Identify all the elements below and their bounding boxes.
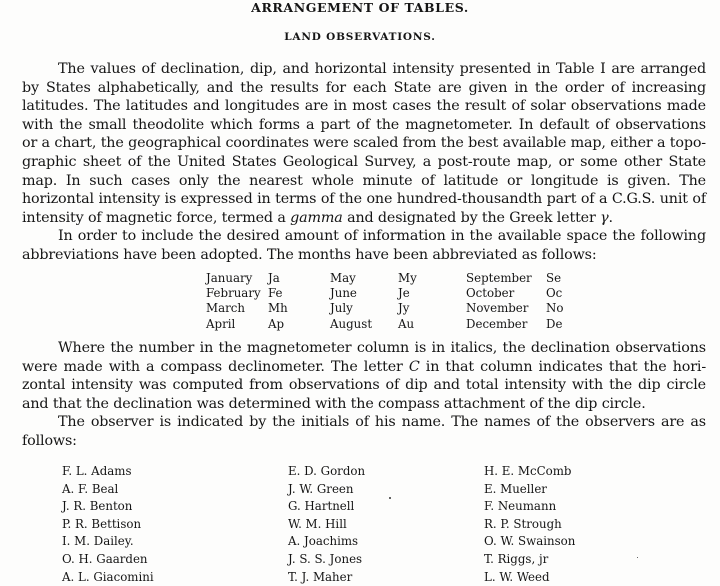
month-name: January [206,271,253,285]
observer-name: E. Mueller [484,481,547,496]
month-name: September [466,271,532,285]
month-abbr: No [546,301,564,316]
text-line [22,358,706,377]
page-title: ARRANGEMENT OF TABLES. [251,0,469,15]
greek-letter: γ [600,209,609,226]
month-abbr: De [546,316,563,331]
month-abbr: Ja [268,271,280,285]
text-run: . [608,209,613,226]
month-abbr: Au [398,316,415,331]
observer-column [288,463,484,586]
observer-name: G. Hartnell [288,499,355,514]
paragraph-observers [22,339,706,451]
text-line: zontal intensity was computed from observations of dip and total intensity with the dip circle [22,377,706,394]
observer-name: A. Joachims [288,534,359,549]
text-line: by States alphabetically, and the results for each State are given in the order of increasing [22,79,706,96]
month-name: December [466,316,528,331]
month-name: October [466,286,515,301]
month-abbr: My [398,271,417,285]
text-line: Where the number in the magnetometer column is in italics, the declination observations [58,340,706,356]
month-name: June [330,286,357,301]
observer-name: O. H. Gaarden [62,551,148,566]
month-abbr: Jy [398,301,410,316]
observer-name: F. L. Adams [62,464,132,478]
observer-column [62,463,288,586]
text-line: follows: [22,432,77,449]
text-line: graphic sheet of the United States Geological Survey, a post-route map, or some other State [22,153,706,170]
italic-term: gamma [290,209,343,226]
section-heading: LAND OBSERVATIONS. [284,31,436,43]
text-line: abbreviations have been adopted. The months have been abbreviated as follows: [22,246,597,263]
italic-letter: C [408,358,420,375]
month-abbr: Mh [268,301,288,316]
text-line: and that the declination was determined with the compass attachment of the dip circle. [22,395,646,412]
observer-name: I. M. Dailey. [62,534,134,549]
observer-names-list [62,463,702,586]
month-abbr: Se [546,271,562,285]
observer-name: T. J. Maher [288,569,353,584]
month-name: May [330,271,356,285]
observer-name: H. E. McComb [484,464,572,478]
month-name: March [206,301,245,316]
observer-name: P. R. Bettison [62,516,142,531]
month-abbr: Fe [268,286,283,301]
observer-name: A. L. Giacomini [62,569,154,584]
month-abbr: Ap [268,316,285,331]
months-abbreviation-table [206,271,576,332]
text-line: The values of declination, dip, and horizontal intensity presented in Table I are arranged [58,61,706,77]
observer-name: A. F. Beal [62,481,119,496]
text-run: intensity of magnetic force, termed a [22,209,291,226]
observer-name: J. S. S. Jones [288,551,363,566]
observer-name: W. M. Hill [288,516,347,531]
observer-name: R. P. Strough [484,516,562,531]
observer-name: E. D. Gordon [288,464,366,478]
text-line: The observer is indicated by the initials of his name. The names of the observers are as [58,414,706,431]
observer-name: O. W. Swainson [484,534,576,549]
month-name: August [330,316,373,331]
observer-column [484,463,684,586]
text-line: horizontal intensity is expressed in terms of the one hundred-thousandth part of a C.G.S. unit of [22,191,706,208]
text-run: in that column indicates that the hori- [419,358,706,375]
text-line: map. In such cases only the nearest whole minute of latitude or longitude is given. The [22,172,706,189]
observer-name: J. W. Green [288,481,354,496]
month-name: April [206,316,236,331]
paragraph-arrangement [22,60,706,265]
month-abbr: Oc [546,286,563,301]
text-line [22,209,706,228]
observer-name: J. R. Benton [62,499,133,514]
month-abbr: Je [398,286,410,301]
observer-name: F. Neumann [484,499,557,514]
scan-speck [637,557,638,558]
scan-speck [389,497,391,499]
month-name: November [466,301,529,316]
text-line: with the small theodolite which forms a part of the magnetometer. In default of observations [22,116,706,133]
month-name: July [330,301,353,316]
text-run: were made with a compass declinometer. The letter [22,358,409,375]
text-line: In order to include the desired amount of information in the available space the following [58,228,706,245]
text-line: latitudes. The latitudes and longitudes are in most cases the result of solar observations made [22,98,706,115]
observer-name: T. Riggs, jr [484,551,549,566]
text-line: or a chart, the geographical coordinates were scaled from the best available map, either a topo- [22,135,706,152]
text-run: and designated by the Greek letter [342,209,601,226]
month-name: February [206,286,261,301]
observer-name: L. W. Weed [484,569,550,584]
